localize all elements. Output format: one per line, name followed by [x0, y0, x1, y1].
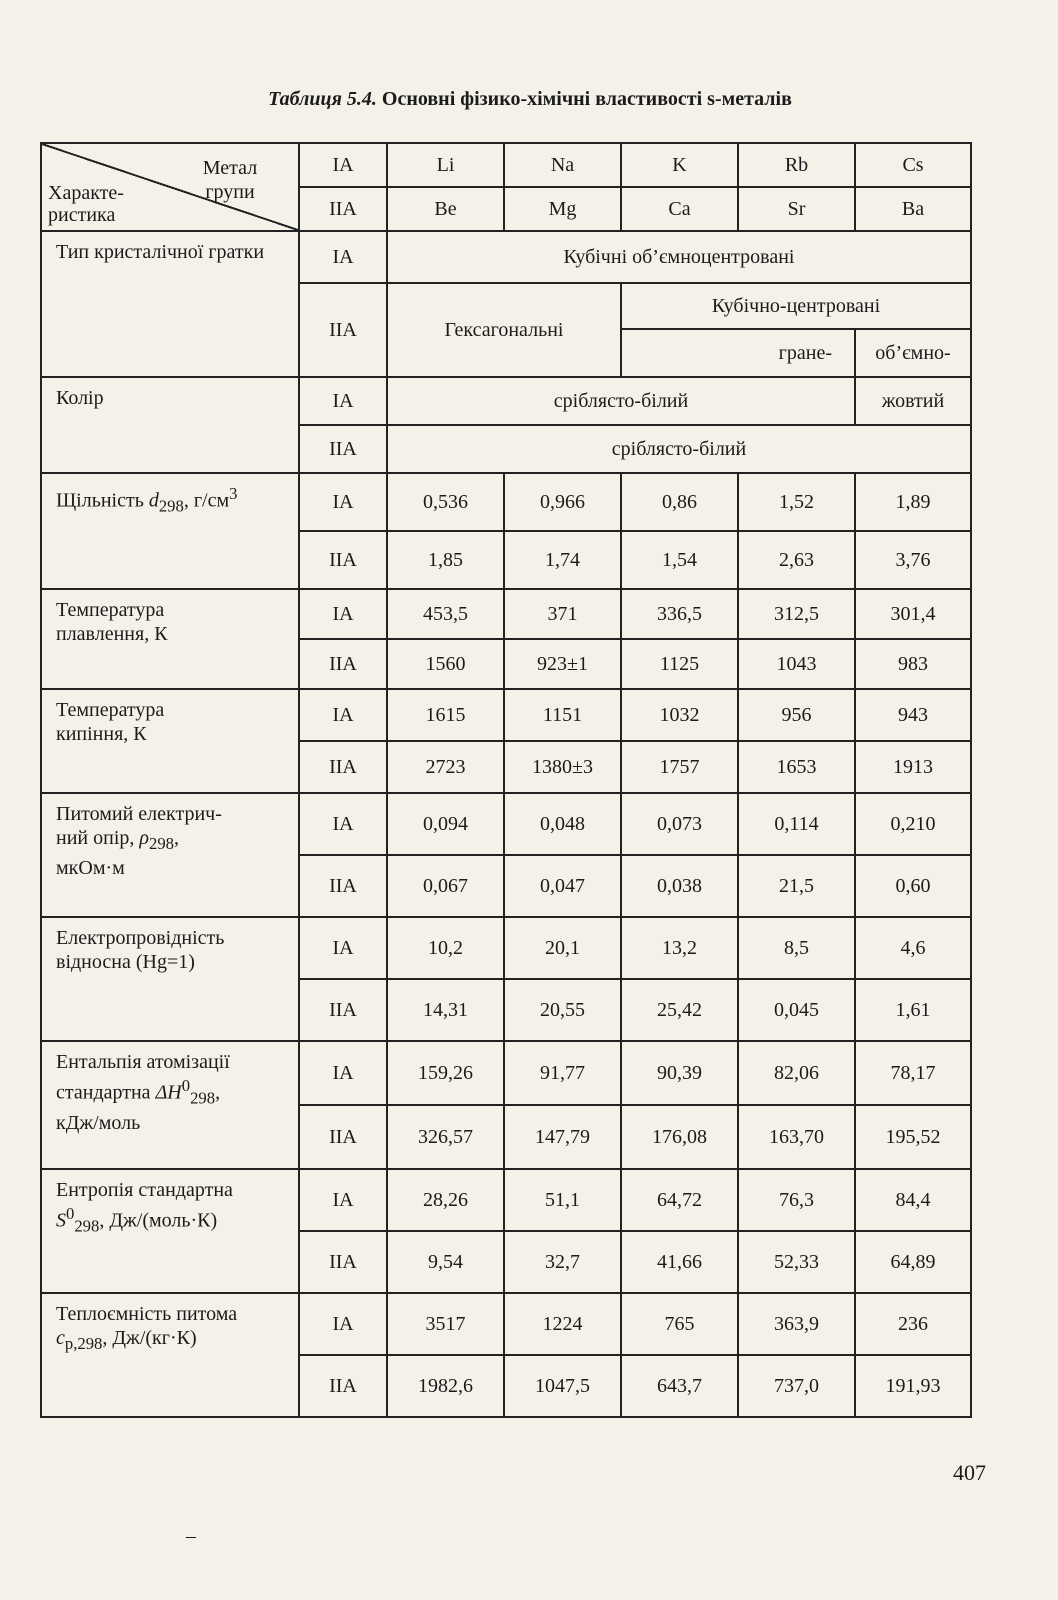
- group-label-ia: IA: [299, 793, 387, 855]
- melting-label-line1: Температура: [56, 599, 165, 621]
- value-cell: 21,5: [738, 855, 855, 917]
- value-cell: 1224: [504, 1293, 621, 1355]
- value-cell: 1,54: [621, 531, 738, 589]
- enthalpy-superscript: 0: [181, 1076, 191, 1095]
- value-cell: 82,06: [738, 1041, 855, 1105]
- properties-table: [40, 142, 972, 1418]
- group-label-ia: IA: [299, 143, 387, 187]
- value-cell: 2723: [387, 741, 504, 793]
- value-cell: 0,536: [387, 473, 504, 531]
- resistivity-row-ia: [41, 793, 971, 855]
- heat-label: [41, 1293, 299, 1417]
- value-cell: 13,2: [621, 917, 738, 979]
- value-cell: 195,52: [855, 1105, 971, 1169]
- value-cell: 41,66: [621, 1231, 738, 1293]
- value-cell: 923±1: [504, 639, 621, 689]
- value-cell: 0,86: [621, 473, 738, 531]
- value-cell: 1,89: [855, 473, 971, 531]
- characteristic-label: Характе-ристика: [48, 182, 124, 226]
- value-cell: 0,073: [621, 793, 738, 855]
- group-label-iia: IIA: [299, 283, 387, 377]
- value-cell: 78,17: [855, 1041, 971, 1105]
- value-cell: 1043: [738, 639, 855, 689]
- value-cell: 0,067: [387, 855, 504, 917]
- value-cell: 2,63: [738, 531, 855, 589]
- value-cell: 956: [738, 689, 855, 741]
- value-cell: 0,114: [738, 793, 855, 855]
- value-cell: 765: [621, 1293, 738, 1355]
- value-cell: 14,31: [387, 979, 504, 1041]
- value-cell: 1125: [621, 639, 738, 689]
- conductivity-label-line1: Електропровідність: [56, 927, 225, 949]
- enthalpy-subscript: 298: [190, 1088, 216, 1108]
- value-cell: 28,26: [387, 1169, 504, 1231]
- metal-be: Be: [387, 187, 504, 231]
- metal-sr: Sr: [738, 187, 855, 231]
- value-cell: 943: [855, 689, 971, 741]
- metal-ba: Ba: [855, 187, 971, 231]
- metal-mg: Mg: [504, 187, 621, 231]
- value-cell: 1615: [387, 689, 504, 741]
- conductivity-row-ia: [41, 917, 971, 979]
- value-cell: 20,1: [504, 917, 621, 979]
- group-label-iia: IIA: [299, 639, 387, 689]
- entropy-label: [41, 1169, 299, 1293]
- value-cell: 191,93: [855, 1355, 971, 1417]
- entropy-superscript: 0: [66, 1204, 75, 1223]
- entropy-symbol: S: [56, 1209, 66, 1232]
- heat-subscript: p,298: [64, 1334, 103, 1353]
- density-subscript: 298: [158, 496, 184, 516]
- value-cell: 643,7: [621, 1355, 738, 1417]
- value-cell: 9,54: [387, 1231, 504, 1293]
- value-cell: 0,038: [621, 855, 738, 917]
- group-label-iia: IIA: [299, 531, 387, 589]
- melting-label-line2: плавлення, К: [56, 623, 168, 645]
- metal-cs: Cs: [855, 143, 971, 187]
- value-cell: 363,9: [738, 1293, 855, 1355]
- value-cell: 159,26: [387, 1041, 504, 1105]
- value-cell: 312,5: [738, 589, 855, 639]
- value-cell: 1047,5: [504, 1355, 621, 1417]
- value-cell: 4,6: [855, 917, 971, 979]
- value-cell: 20,55: [504, 979, 621, 1041]
- value-cell: 84,4: [855, 1169, 971, 1231]
- lattice-iia-cubic: Кубічно-центровані: [621, 283, 971, 329]
- group-label-ia: IA: [299, 917, 387, 979]
- group-label-iia: IIA: [299, 425, 387, 473]
- group-label-iia: IIA: [299, 741, 387, 793]
- value-cell: 64,72: [621, 1169, 738, 1231]
- lattice-label: Тип кристалічної гратки: [41, 231, 299, 377]
- resistivity-comma: ,: [173, 827, 179, 849]
- value-cell: 176,08: [621, 1105, 738, 1169]
- density-unit: , г/см: [183, 489, 230, 512]
- value-cell: 0,045: [738, 979, 855, 1041]
- group-label-iia: IIA: [299, 1231, 387, 1293]
- value-cell: 3,76: [855, 531, 971, 589]
- page-number: 407: [953, 1460, 986, 1485]
- group-label-iia: IIA: [299, 187, 387, 231]
- boiling-label-line2: кипіння, К: [56, 723, 147, 745]
- value-cell: 1653: [738, 741, 855, 793]
- value-cell: 90,39: [621, 1041, 738, 1105]
- value-cell: 0,210: [855, 793, 971, 855]
- lattice-iia-body: об’ємно-: [855, 329, 971, 377]
- group-label-ia: IA: [299, 689, 387, 741]
- entropy-row-ia: [41, 1169, 971, 1231]
- group-label-ia: IA: [299, 1169, 387, 1231]
- value-cell: 91,77: [504, 1041, 621, 1105]
- value-cell: 1151: [504, 689, 621, 741]
- melting-row-ia: [41, 589, 971, 639]
- value-cell: 52,33: [738, 1231, 855, 1293]
- lattice-row-ia: [41, 231, 971, 283]
- entropy-unit: , Дж/(моль·К): [99, 1209, 218, 1232]
- resistivity-label-line2: ний опір,: [56, 827, 140, 849]
- color-ia-value: сріблясто-білий: [387, 377, 855, 425]
- color-row-ia: [41, 377, 971, 425]
- group-label-ia: IA: [299, 589, 387, 639]
- density-label-text: Щільність: [56, 489, 149, 512]
- value-cell: 3517: [387, 1293, 504, 1355]
- resistivity-unit: мкОм·м: [56, 857, 125, 879]
- heat-symbol: c: [56, 1327, 65, 1349]
- value-cell: 326,57: [387, 1105, 504, 1169]
- group-label-ia: IA: [299, 231, 387, 283]
- value-cell: 1982,6: [387, 1355, 504, 1417]
- group-label-ia: IA: [299, 473, 387, 531]
- value-cell: 371: [504, 589, 621, 639]
- value-cell: 1560: [387, 639, 504, 689]
- value-cell: 983: [855, 639, 971, 689]
- lattice-iia-hex: Гексагональні: [387, 283, 621, 377]
- value-cell: 64,89: [855, 1231, 971, 1293]
- metal-ca: Ca: [621, 187, 738, 231]
- color-label: Колір: [41, 377, 299, 473]
- heat-label-line1: Теплоємність питома: [56, 1303, 238, 1325]
- value-cell: 1,52: [738, 473, 855, 531]
- value-cell: 0,048: [504, 793, 621, 855]
- value-cell: 1380±3: [504, 741, 621, 793]
- color-iia-value: сріблясто-білий: [387, 425, 971, 473]
- group-label-ia: IA: [299, 1293, 387, 1355]
- lattice-ia-value: Кубічні об’ємноцентровані: [387, 231, 971, 283]
- metal-group-label: Метал групи: [202, 157, 258, 203]
- lattice-iia-face: гране-: [621, 329, 855, 377]
- heat-unit: , Дж/(кг·К): [102, 1327, 197, 1349]
- density-symbol: d: [148, 489, 159, 512]
- value-cell: 301,4: [855, 589, 971, 639]
- resistivity-symbol: ρ: [139, 827, 149, 849]
- enthalpy-label: [41, 1041, 299, 1169]
- table-caption: [0, 88, 1030, 111]
- footer-mark: –: [186, 1525, 196, 1547]
- resistivity-label-line1: Питомий електрич-: [56, 803, 222, 825]
- metal-rb: Rb: [738, 143, 855, 187]
- color-cs-value: жовтий: [855, 377, 971, 425]
- entropy-label-line1: Ентропія стандартна: [56, 1179, 233, 1201]
- value-cell: 0,047: [504, 855, 621, 917]
- metal-k: K: [621, 143, 738, 187]
- value-cell: 0,60: [855, 855, 971, 917]
- density-label: [41, 473, 299, 589]
- value-cell: 8,5: [738, 917, 855, 979]
- heat-row-ia: [41, 1293, 971, 1355]
- entropy-subscript: 298: [74, 1216, 100, 1236]
- resistivity-label: [41, 793, 299, 917]
- enthalpy-unit: кДж/моль: [56, 1111, 141, 1134]
- header-row-ia: [41, 143, 971, 187]
- enthalpy-row-ia: [41, 1041, 971, 1105]
- boiling-label: [41, 689, 299, 793]
- group-label-iia: IIA: [299, 1105, 387, 1169]
- group-label-ia: IA: [299, 1041, 387, 1105]
- value-cell: 453,5: [387, 589, 504, 639]
- value-cell: 1757: [621, 741, 738, 793]
- metal-li: Li: [387, 143, 504, 187]
- value-cell: 32,7: [504, 1231, 621, 1293]
- caption-label: Таблиця 5.4.: [268, 88, 377, 110]
- enthalpy-comma: ,: [215, 1081, 221, 1104]
- header-diagonal-cell: [41, 143, 299, 231]
- metal-na: Na: [504, 143, 621, 187]
- boiling-label-line1: Температура: [56, 699, 165, 721]
- caption-text: Основні фізико-хімічні властивості s-металів: [381, 88, 792, 110]
- value-cell: 76,3: [738, 1169, 855, 1231]
- density-superscript: 3: [229, 484, 238, 503]
- value-cell: 1032: [621, 689, 738, 741]
- value-cell: 1,61: [855, 979, 971, 1041]
- value-cell: 1,85: [387, 531, 504, 589]
- value-cell: 336,5: [621, 589, 738, 639]
- group-label-iia: IIA: [299, 1355, 387, 1417]
- resistivity-subscript: 298: [148, 834, 174, 853]
- value-cell: 1,74: [504, 531, 621, 589]
- value-cell: 25,42: [621, 979, 738, 1041]
- value-cell: 147,79: [504, 1105, 621, 1169]
- conductivity-label: [41, 917, 299, 1041]
- value-cell: 236: [855, 1293, 971, 1355]
- conductivity-label-line2: відносна (Hg=1): [56, 951, 195, 973]
- group-label-ia: IA: [299, 377, 387, 425]
- enthalpy-symbol: ΔH: [155, 1081, 182, 1104]
- value-cell: 10,2: [387, 917, 504, 979]
- melting-label: [41, 589, 299, 689]
- boiling-row-ia: [41, 689, 971, 741]
- value-cell: 1913: [855, 741, 971, 793]
- enthalpy-label-line1: Ентальпія атомізації: [56, 1051, 230, 1073]
- enthalpy-label-line2: стандартна: [56, 1081, 156, 1104]
- density-row-ia: [41, 473, 971, 531]
- value-cell: 0,966: [504, 473, 621, 531]
- value-cell: 51,1: [504, 1169, 621, 1231]
- group-label-iia: IIA: [299, 979, 387, 1041]
- value-cell: 737,0: [738, 1355, 855, 1417]
- value-cell: 163,70: [738, 1105, 855, 1169]
- value-cell: 0,094: [387, 793, 504, 855]
- group-label-iia: IIA: [299, 855, 387, 917]
